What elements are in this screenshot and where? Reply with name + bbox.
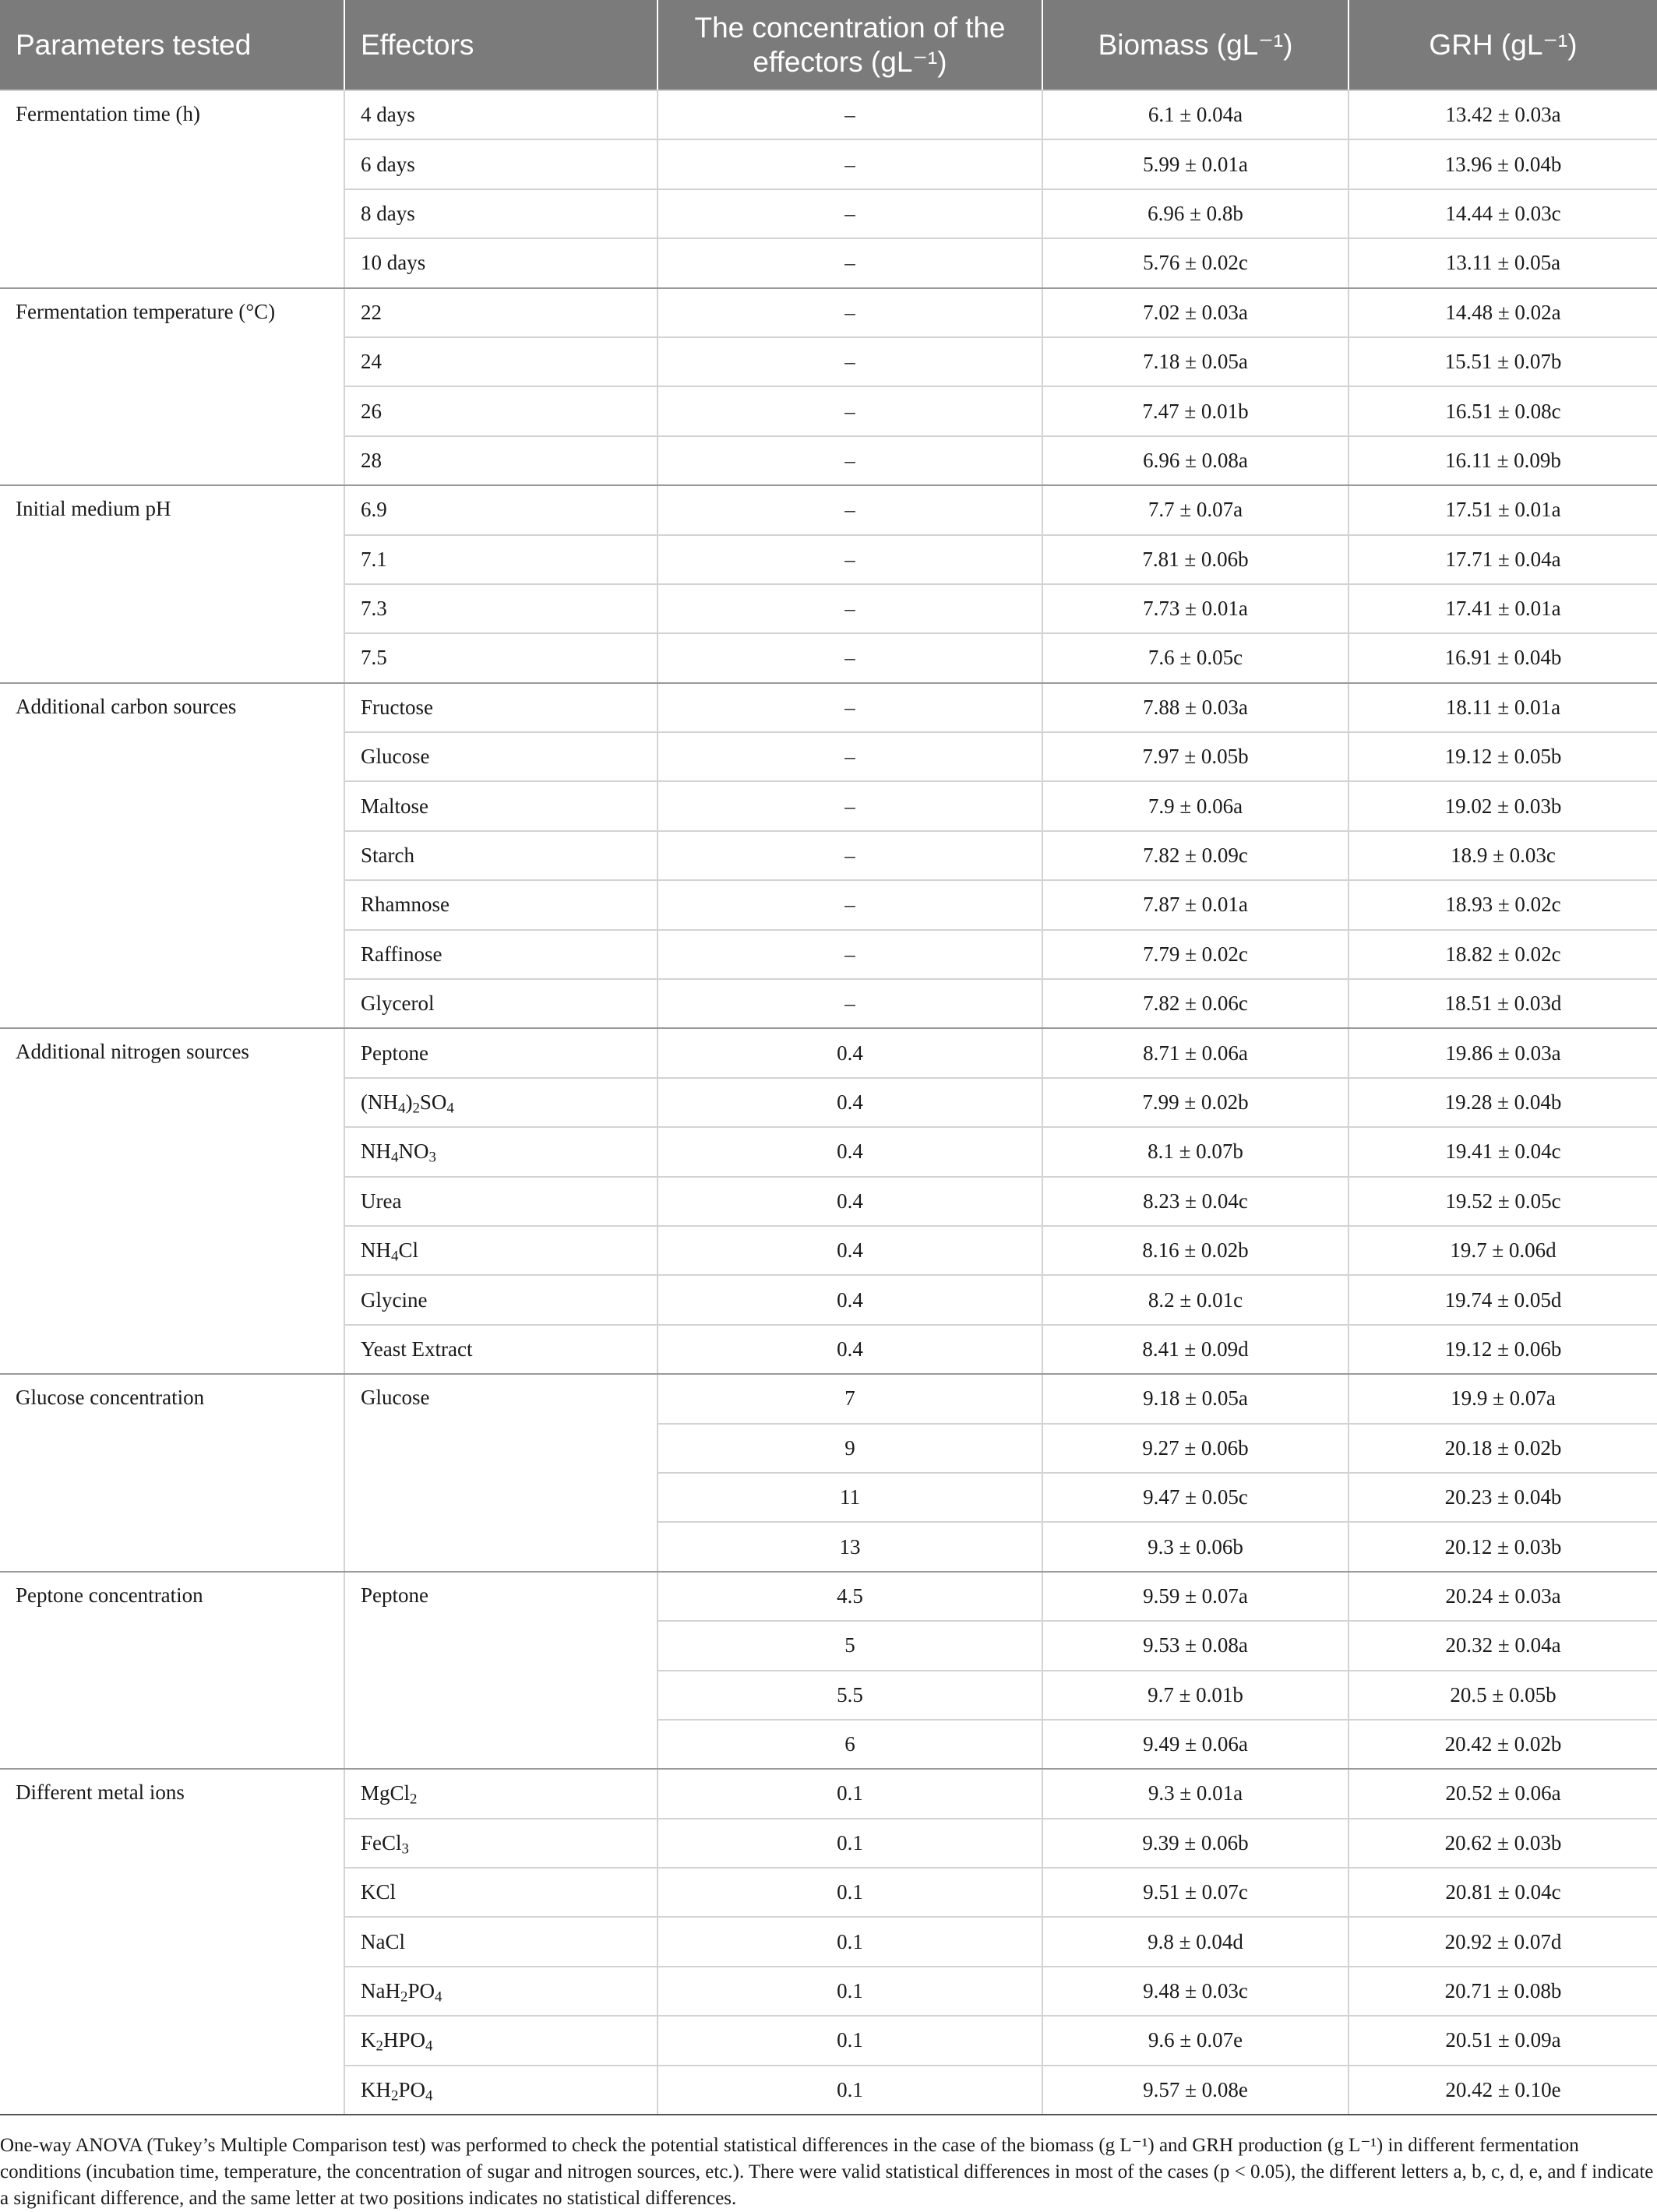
table-row	[0, 1028, 1657, 1077]
concentration-cell: 0.4	[658, 1177, 1042, 1226]
biomass-cell: 7.73 ± 0.01a	[1042, 584, 1349, 633]
formula-part: PO	[398, 2077, 425, 2101]
effector-cell: 8 days	[344, 189, 658, 238]
table-footnote: One-way ANOVA (Tukey’s Multiple Comparison test) was performed to check the potential statistical differences in the case of the biomass (g L⁻¹) and GRH production (g L⁻¹) in different fermentation conditions (incubation time, temperature, the concentration of sugar and nitrogen sources, etc.). There were valid statistical differences in most of the cases (p < 0.05), the different letters a, b, c, d, e, and f indicate a significant difference, and the same letter at two positions indicates no statistical differences.	[0, 2135, 1654, 2210]
formula-subscript: 2	[410, 1791, 418, 1809]
formula-subscript: 4	[391, 1150, 399, 1167]
biomass-cell: 7.6 ± 0.05c	[1042, 633, 1349, 682]
effector-cell: 6 days	[344, 139, 658, 188]
concentration-cell: 0.4	[658, 1078, 1042, 1127]
concentration-cell: 0.1	[658, 2016, 1042, 2065]
formula-subscript: 4	[425, 2038, 433, 2055]
table-row	[0, 288, 1657, 337]
formula-part: SO	[419, 1090, 447, 1114]
formula-subscript: 4	[425, 2087, 433, 2105]
effector-cell: 10 days	[344, 238, 658, 287]
concentration-cell: 0.1	[658, 1769, 1042, 1818]
table-header	[0, 0, 1657, 90]
formula-subscript: 4	[446, 1100, 454, 1117]
biomass-cell: 7.9 ± 0.06a	[1042, 781, 1349, 830]
grh-cell: 18.11 ± 0.01a	[1349, 683, 1657, 732]
formula-subscript: 4	[391, 1248, 399, 1265]
effector-cell: Glucose	[344, 1374, 658, 1572]
formula-subscript: 2	[400, 1988, 408, 2006]
grh-cell: 19.9 ± 0.07a	[1349, 1374, 1657, 1423]
concentration-cell: 11	[658, 1473, 1042, 1522]
biomass-cell: 7.47 ± 0.01b	[1042, 386, 1349, 435]
grh-cell: 20.71 ± 0.08b	[1349, 1967, 1657, 2016]
grh-cell: 19.12 ± 0.05b	[1349, 732, 1657, 781]
grh-cell: 20.24 ± 0.03a	[1349, 1572, 1657, 1621]
parameter-cell: Peptone concentration	[0, 1572, 344, 1770]
biomass-cell: 9.53 ± 0.08a	[1042, 1621, 1349, 1670]
biomass-cell: 9.27 ± 0.06b	[1042, 1424, 1349, 1473]
effector-cell: Fructose	[344, 683, 658, 732]
effector-cell: Maltose	[344, 781, 658, 830]
grh-cell: 18.82 ± 0.02c	[1349, 930, 1657, 979]
biomass-cell: 7.87 ± 0.01a	[1042, 880, 1349, 929]
grh-cell: 15.51 ± 0.07b	[1349, 337, 1657, 386]
biomass-cell: 7.79 ± 0.02c	[1042, 930, 1349, 979]
parameter-cell: Different metal ions	[0, 1769, 344, 2115]
concentration-cell: –	[658, 337, 1042, 386]
concentration-cell: –	[658, 535, 1042, 584]
grh-cell: 16.11 ± 0.09b	[1349, 436, 1657, 485]
concentration-cell: 6	[658, 1720, 1042, 1769]
concentration-cell: –	[658, 880, 1042, 929]
concentration-cell: –	[658, 683, 1042, 732]
formula-part: FeCl	[361, 1830, 402, 1854]
grh-cell: 16.91 ± 0.04b	[1349, 633, 1657, 682]
effector-cell: Peptone	[344, 1572, 658, 1770]
grh-cell: 14.48 ± 0.02a	[1349, 288, 1657, 337]
effector-cell: Glycine	[344, 1275, 658, 1324]
effector-cell: 22	[344, 288, 658, 337]
biomass-cell: 9.57 ± 0.08e	[1042, 2066, 1349, 2115]
grh-cell: 17.71 ± 0.04a	[1349, 535, 1657, 584]
concentration-cell: –	[658, 139, 1042, 188]
concentration-cell: –	[658, 386, 1042, 435]
grh-cell: 13.11 ± 0.05a	[1349, 238, 1657, 287]
formula-subscript: 2	[391, 2087, 399, 2105]
table-row	[0, 1572, 1657, 1621]
effector-cell: 24	[344, 337, 658, 386]
formula-part: K	[361, 2028, 376, 2052]
formula-subscript: 4	[398, 1100, 406, 1117]
biomass-cell: 9.8 ± 0.04d	[1042, 1917, 1349, 1966]
grh-cell: 19.52 ± 0.05c	[1349, 1177, 1657, 1226]
effector-cell: Raffinose	[344, 930, 658, 979]
concentration-cell: 0.1	[658, 1819, 1042, 1868]
formula-part: (NH	[361, 1090, 398, 1114]
formula-part: PO	[407, 1979, 435, 2003]
biomass-cell: 9.3 ± 0.01a	[1042, 1769, 1349, 1818]
concentration-cell: –	[658, 584, 1042, 633]
grh-cell: 20.23 ± 0.04b	[1349, 1473, 1657, 1522]
concentration-cell: 0.1	[658, 1967, 1042, 2016]
grh-cell: 18.93 ± 0.02c	[1349, 880, 1657, 929]
concentration-cell: –	[658, 732, 1042, 781]
effector-cell: NaCl	[344, 1917, 658, 1966]
concentration-cell: –	[658, 930, 1042, 979]
concentration-cell: 7	[658, 1374, 1042, 1423]
concentration-cell: –	[658, 831, 1042, 880]
parameter-cell: Additional nitrogen sources	[0, 1028, 344, 1374]
grh-cell: 20.81 ± 0.04c	[1349, 1868, 1657, 1917]
formula-subscript: 4	[434, 1988, 442, 2006]
effector-cell: 26	[344, 386, 658, 435]
effector-cell	[344, 1226, 658, 1275]
parameter-cell: Fermentation temperature (°C)	[0, 288, 344, 486]
concentration-cell: –	[658, 436, 1042, 485]
biomass-cell: 6.96 ± 0.8b	[1042, 189, 1349, 238]
grh-cell: 13.42 ± 0.03a	[1349, 90, 1657, 139]
effector-cell: Starch	[344, 831, 658, 880]
grh-cell: 20.51 ± 0.09a	[1349, 2016, 1657, 2065]
biomass-cell: 5.76 ± 0.02c	[1042, 238, 1349, 287]
effector-cell: Urea	[344, 1177, 658, 1226]
effector-cell: Glucose	[344, 732, 658, 781]
effector-cell: 4 days	[344, 90, 658, 139]
grh-cell: 19.41 ± 0.04c	[1349, 1127, 1657, 1176]
biomass-cell: 7.7 ± 0.07a	[1042, 485, 1349, 534]
grh-cell: 20.32 ± 0.04a	[1349, 1621, 1657, 1670]
concentration-cell: 13	[658, 1522, 1042, 1571]
formula-part: NH	[361, 1238, 391, 1263]
biomass-cell: 9.7 ± 0.01b	[1042, 1671, 1349, 1720]
grh-cell: 19.12 ± 0.06b	[1349, 1325, 1657, 1374]
table-row	[0, 1769, 1657, 1818]
grh-cell: 19.02 ± 0.03b	[1349, 781, 1657, 830]
biomass-cell: 8.2 ± 0.01c	[1042, 1275, 1349, 1324]
biomass-cell: 8.23 ± 0.04c	[1042, 1177, 1349, 1226]
biomass-cell: 5.99 ± 0.01a	[1042, 139, 1349, 188]
table-row	[0, 683, 1657, 732]
biomass-cell: 8.41 ± 0.09d	[1042, 1325, 1349, 1374]
formula-part: Cl	[398, 1238, 418, 1263]
effector-cell: 7.5	[344, 633, 658, 682]
effector-cell	[344, 2066, 658, 2115]
biomass-cell: 9.18 ± 0.05a	[1042, 1374, 1349, 1423]
biomass-cell: 9.48 ± 0.03c	[1042, 1967, 1349, 2016]
effector-cell	[344, 1078, 658, 1127]
biomass-cell: 9.59 ± 0.07a	[1042, 1572, 1349, 1621]
grh-cell: 20.42 ± 0.02b	[1349, 1720, 1657, 1769]
effector-cell: 7.3	[344, 584, 658, 633]
grh-cell: 20.42 ± 0.10e	[1349, 2066, 1657, 2115]
concentration-cell: 5	[658, 1621, 1042, 1670]
biomass-cell: 7.99 ± 0.02b	[1042, 1078, 1349, 1127]
concentration-cell: –	[658, 781, 1042, 830]
formula-subscript: 3	[401, 1840, 409, 1858]
concentration-cell: 0.4	[658, 1275, 1042, 1324]
grh-cell: 14.44 ± 0.03c	[1349, 189, 1657, 238]
effector-cell	[344, 1967, 658, 2016]
formula-subscript: 3	[428, 1150, 436, 1167]
effector-cell: Glycerol	[344, 979, 658, 1028]
biomass-cell: 6.96 ± 0.08a	[1042, 436, 1349, 485]
grh-cell: 17.51 ± 0.01a	[1349, 485, 1657, 534]
header-grh: GRH (gL⁻¹)	[1349, 0, 1657, 90]
biomass-cell: 7.02 ± 0.03a	[1042, 288, 1349, 337]
grh-cell: 18.9 ± 0.03c	[1349, 831, 1657, 880]
effector-cell: Yeast Extract	[344, 1325, 658, 1374]
table-row	[0, 485, 1657, 534]
concentration-cell: 5.5	[658, 1671, 1042, 1720]
biomass-cell: 9.3 ± 0.06b	[1042, 1522, 1349, 1571]
effector-cell: Rhamnose	[344, 880, 658, 929]
grh-cell: 19.7 ± 0.06d	[1349, 1226, 1657, 1275]
grh-cell: 13.96 ± 0.04b	[1349, 139, 1657, 188]
table-body	[0, 90, 1657, 2115]
header-concentration: The concentration of the effectors (gL⁻¹)	[658, 0, 1042, 90]
formula-subscript: 2	[412, 1100, 420, 1117]
parameter-cell: Additional carbon sources	[0, 683, 344, 1029]
effector-cell	[344, 2016, 658, 2065]
biomass-cell: 7.82 ± 0.09c	[1042, 831, 1349, 880]
concentration-cell: 0.4	[658, 1028, 1042, 1077]
grh-cell: 19.28 ± 0.04b	[1349, 1078, 1657, 1127]
concentration-cell: –	[658, 979, 1042, 1028]
concentration-cell: –	[658, 485, 1042, 534]
table-row	[0, 90, 1657, 139]
formula-part: HPO	[383, 2028, 425, 2052]
biomass-cell: 6.1 ± 0.04a	[1042, 90, 1349, 139]
grh-cell: 20.92 ± 0.07d	[1349, 1917, 1657, 1966]
concentration-cell: 0.1	[658, 1868, 1042, 1917]
parameter-cell: Initial medium pH	[0, 485, 344, 683]
effector-cell: 28	[344, 436, 658, 485]
formula-part: )	[405, 1090, 413, 1114]
grh-cell: 19.74 ± 0.05d	[1349, 1275, 1657, 1324]
concentration-cell: 0.4	[658, 1127, 1042, 1176]
biomass-cell: 9.6 ± 0.07e	[1042, 2016, 1349, 2065]
header-row	[0, 0, 1657, 90]
parameter-cell: Fermentation time (h)	[0, 90, 344, 288]
table-row	[0, 1374, 1657, 1423]
grh-cell: 19.86 ± 0.03a	[1349, 1028, 1657, 1077]
concentration-cell: 0.1	[658, 2066, 1042, 2115]
grh-cell: 16.51 ± 0.08c	[1349, 386, 1657, 435]
grh-cell: 20.5 ± 0.05b	[1349, 1671, 1657, 1720]
grh-cell: 20.52 ± 0.06a	[1349, 1769, 1657, 1818]
biomass-cell: 8.16 ± 0.02b	[1042, 1226, 1349, 1275]
formula-part: NaH	[361, 1979, 400, 2003]
concentration-cell: –	[658, 633, 1042, 682]
formula-part: NH	[361, 1139, 391, 1164]
formula-part: MgCl	[361, 1781, 411, 1805]
effector-cell	[344, 1769, 658, 1818]
header-biomass: Biomass (gL⁻¹)	[1042, 0, 1349, 90]
grh-cell: 20.12 ± 0.03b	[1349, 1522, 1657, 1571]
grh-cell: 17.41 ± 0.01a	[1349, 584, 1657, 633]
effector-cell	[344, 1819, 658, 1868]
concentration-cell: 0.1	[658, 1917, 1042, 1966]
effector-cell: 6.9	[344, 485, 658, 534]
concentration-cell: –	[658, 90, 1042, 139]
effector-cell: 7.1	[344, 535, 658, 584]
biomass-cell: 7.18 ± 0.05a	[1042, 337, 1349, 386]
biomass-cell: 7.88 ± 0.03a	[1042, 683, 1349, 732]
header-parameters: Parameters tested	[0, 0, 344, 90]
biomass-cell: 8.1 ± 0.07b	[1042, 1127, 1349, 1176]
effector-cell: KCl	[344, 1868, 658, 1917]
biomass-cell: 9.49 ± 0.06a	[1042, 1720, 1349, 1769]
effector-cell: Peptone	[344, 1028, 658, 1077]
formula-part: NO	[398, 1139, 429, 1164]
concentration-cell: –	[658, 288, 1042, 337]
biomass-cell: 9.39 ± 0.06b	[1042, 1819, 1349, 1868]
grh-cell: 18.51 ± 0.03d	[1349, 979, 1657, 1028]
effector-cell	[344, 1127, 658, 1176]
formula-subscript: 2	[375, 2038, 383, 2055]
grh-cell: 20.18 ± 0.02b	[1349, 1424, 1657, 1473]
biomass-cell: 7.97 ± 0.05b	[1042, 732, 1349, 781]
header-effectors: Effectors	[344, 0, 658, 90]
parameter-cell: Glucose concentration	[0, 1374, 344, 1572]
concentration-cell: –	[658, 238, 1042, 287]
concentration-cell: 0.4	[658, 1226, 1042, 1275]
concentration-cell: 9	[658, 1424, 1042, 1473]
concentration-cell: –	[658, 189, 1042, 238]
biomass-cell: 7.81 ± 0.06b	[1042, 535, 1349, 584]
biomass-cell: 9.51 ± 0.07c	[1042, 1868, 1349, 1917]
concentration-cell: 0.4	[658, 1325, 1042, 1374]
formula-part: KH	[361, 2077, 391, 2101]
biomass-cell: 9.47 ± 0.05c	[1042, 1473, 1349, 1522]
biomass-cell: 7.82 ± 0.06c	[1042, 979, 1349, 1028]
grh-cell: 20.62 ± 0.03b	[1349, 1819, 1657, 1868]
concentration-cell: 4.5	[658, 1572, 1042, 1621]
biomass-cell: 8.71 ± 0.06a	[1042, 1028, 1349, 1077]
